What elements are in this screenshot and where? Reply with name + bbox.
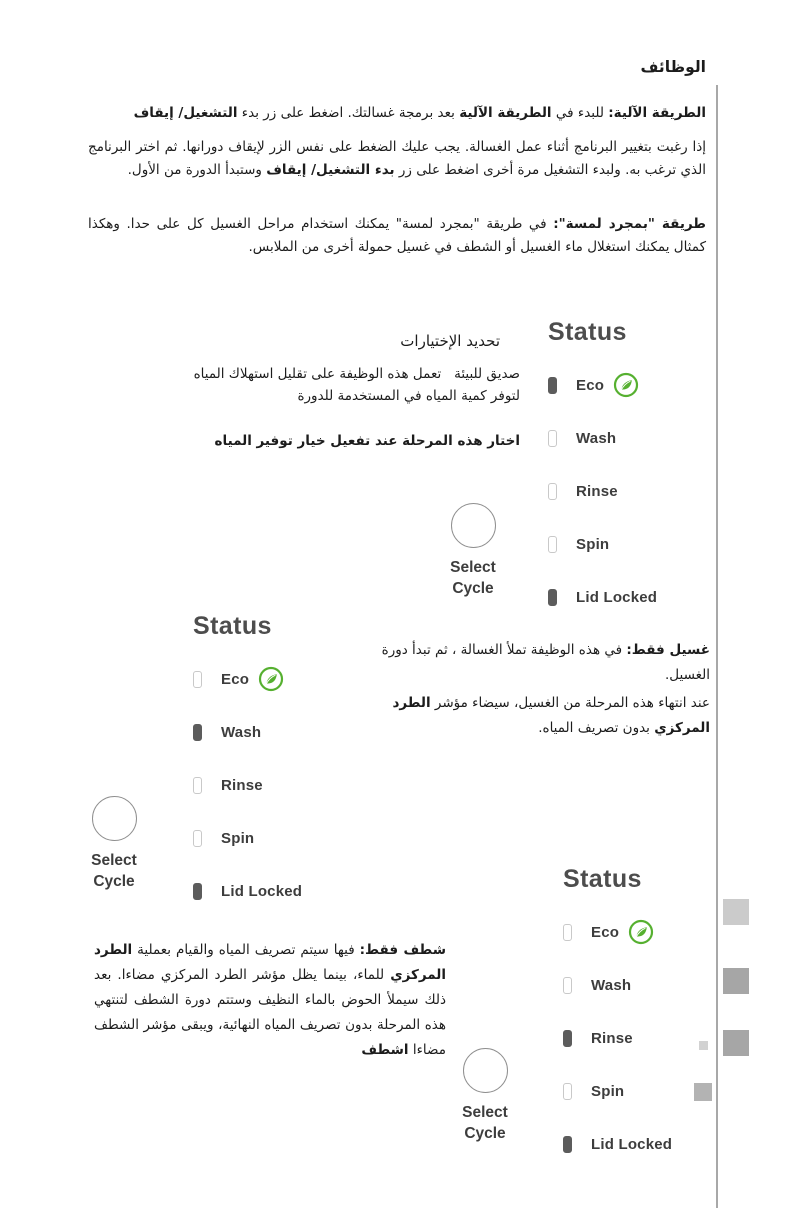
select-cycle-label xyxy=(437,1102,533,1144)
knob-circle xyxy=(463,1048,508,1093)
knob-circle xyxy=(451,503,496,548)
lid-locked-indicator xyxy=(563,1136,572,1153)
status-item-lid-locked xyxy=(563,1129,672,1159)
status-panel-title: Status xyxy=(193,612,272,640)
status-item-lid-locked xyxy=(548,582,657,612)
body-text: للبدء في xyxy=(551,105,609,121)
wash-only-paragraph-1 xyxy=(350,638,710,688)
bold-text: الطريقة الآلية xyxy=(459,105,552,121)
rinse-indicator xyxy=(193,777,202,794)
status-panel-wash xyxy=(193,612,302,906)
status-item-spin xyxy=(193,823,302,853)
eco-indicator xyxy=(548,377,557,394)
knob-label-line2: Cycle xyxy=(93,873,135,890)
intro-paragraph-one-touch xyxy=(88,213,706,259)
body-text: بعد برمجة غسالتك. اضغط على زر بدء xyxy=(237,105,460,121)
status-item-label: Spin xyxy=(576,535,610,553)
eco-description: صديق للبيئة تعمل هذه الوظيفة على تقليل استهلاك المياه لتوفر كمية المياه في المستخدمة للدورة xyxy=(193,366,520,404)
spin-indicator xyxy=(548,536,557,553)
status-panel-rinse xyxy=(563,865,672,1159)
status-item-wash xyxy=(548,423,657,453)
section-title-select-options: تحديد الإختيارات xyxy=(400,332,500,350)
body-text: في هذه الوظيفة تملأ الغسالة ، ثم تبدأ دورة الغسيل. xyxy=(381,642,710,683)
body-text: فيها سيتم تصريف المياه والقيام بعملية xyxy=(132,942,360,958)
status-item-label: Eco xyxy=(591,923,620,941)
print-mark xyxy=(694,1083,712,1101)
status-item-label: Rinse xyxy=(591,1029,633,1047)
status-item-rinse xyxy=(548,476,657,506)
lid-locked-indicator xyxy=(548,589,557,606)
select-cycle-knob xyxy=(425,503,521,599)
status-item-label: Wash xyxy=(591,976,632,994)
status-item-eco xyxy=(548,370,657,400)
wash-only-paragraph-2 xyxy=(350,691,710,741)
body-text: بدون تصريف المياه. xyxy=(538,720,655,736)
body-text: للماء، بينما يظل مؤشر الطرد المركزي مضاءا. بعد ذلك سيملأ الحوض بالماء النظيف وستتم دورة الشطف لتنتهي هذه المرحلة بدون تصريف المياه النهائية، ويبقى مؤشر الشطف مضاءا xyxy=(94,967,446,1058)
status-item-spin xyxy=(563,1076,672,1106)
eco-note: اختار هذه المرحلة عند تفعيل خيار توفير المياه xyxy=(214,433,520,449)
bold-text: التشغيل/ إيقاف xyxy=(133,105,238,121)
eco-leaf-icon xyxy=(628,919,654,945)
knob-label-line2: Cycle xyxy=(464,1125,506,1142)
bold-text: الطريقة الآلية: xyxy=(608,105,706,121)
eco-indicator xyxy=(193,671,202,688)
status-item-label: Wash xyxy=(221,723,262,741)
status-item-eco xyxy=(563,917,672,947)
bold-text: غسيل فقط: xyxy=(626,642,710,658)
bold-text: طريقة "بمجرد لمسة": xyxy=(553,216,707,232)
status-item-wash xyxy=(563,970,672,1000)
wash-indicator xyxy=(563,977,572,994)
lid-locked-indicator xyxy=(193,883,202,900)
eco-leaf-icon xyxy=(258,666,284,692)
print-mark xyxy=(723,899,749,925)
rinse-indicator xyxy=(548,483,557,500)
status-item-spin xyxy=(548,529,657,559)
rinse-indicator xyxy=(563,1030,572,1047)
status-item-rinse xyxy=(193,770,302,800)
spin-indicator xyxy=(193,830,202,847)
bold-text: الطرد المركزي xyxy=(94,942,446,983)
intro-paragraph-auto-mode xyxy=(88,102,706,125)
knob-label-line1: Select xyxy=(450,559,496,576)
wash-indicator xyxy=(548,430,557,447)
body-text: وستبدأ الدورة من الأول. xyxy=(127,162,267,178)
status-panel-title: Status xyxy=(563,865,642,893)
select-cycle-knob xyxy=(66,796,162,892)
status-item-label: Lid Locked xyxy=(576,588,658,606)
status-item-label: Eco xyxy=(576,376,605,394)
eco-leaf-icon xyxy=(613,372,639,398)
spin-indicator xyxy=(563,1083,572,1100)
print-mark xyxy=(723,1030,749,1056)
status-item-rinse xyxy=(563,1023,672,1053)
rinse-only-description xyxy=(94,938,446,1063)
page-title: الوظائف xyxy=(640,58,706,76)
body-text: في طريقة "بمجرد لمسة" يمكنك استخدام مراحل الغسيل كل على حدا. وهكذا كمثال يمكنك استغلال ماء الغسيل أو الشطف في غسيل حمولة أخرى من الملابس. xyxy=(88,216,706,255)
wash-only-description xyxy=(350,638,710,741)
status-panel-eco xyxy=(548,318,657,612)
status-item-label: Spin xyxy=(221,829,255,847)
select-cycle-label xyxy=(66,850,162,892)
bold-text: اشطف xyxy=(361,1042,409,1058)
status-item-label: Spin xyxy=(591,1082,625,1100)
status-panel-title: Status xyxy=(548,318,627,346)
bold-text: بدء التشغيل/ إيقاف xyxy=(266,162,395,178)
knob-label-line1: Select xyxy=(462,1104,508,1121)
print-mark xyxy=(699,1041,708,1050)
knob-label-line2: Cycle xyxy=(452,580,494,597)
intro-paragraph-change-program xyxy=(88,136,706,182)
bold-text: شطف فقط: xyxy=(359,942,446,958)
status-item-label: Lid Locked xyxy=(221,882,303,900)
status-item-lid-locked xyxy=(193,876,302,906)
bold-text: الطرد المركزي xyxy=(392,695,710,736)
status-item-label: Wash xyxy=(576,429,617,447)
knob-label-line1: Select xyxy=(91,852,137,869)
eco-indicator xyxy=(563,924,572,941)
status-item-label: Rinse xyxy=(576,482,618,500)
wash-indicator xyxy=(193,724,202,741)
status-item-label: Rinse xyxy=(221,776,263,794)
page-border-rule xyxy=(716,85,718,1208)
status-item-eco xyxy=(193,664,302,694)
body-text: عند انتهاء هذه المرحلة من الغسيل، سيضاء مؤشر xyxy=(430,695,710,711)
select-cycle-knob xyxy=(437,1048,533,1144)
status-item-label: Lid Locked xyxy=(591,1135,673,1153)
body-text: إذا رغبت بتغيير البرنامج أثناء عمل الغسالة. يجب عليك الضغط على نفس الزر لإيقاف دورانها. ثم اختر البرنامج الذي ترغب به. ولبدء التشغيل مرة أخرى اضغط على زر xyxy=(88,139,706,178)
print-mark xyxy=(723,968,749,994)
knob-circle xyxy=(92,796,137,841)
select-cycle-label xyxy=(425,557,521,599)
status-item-label: Eco xyxy=(221,670,250,688)
status-item-wash xyxy=(193,717,302,747)
